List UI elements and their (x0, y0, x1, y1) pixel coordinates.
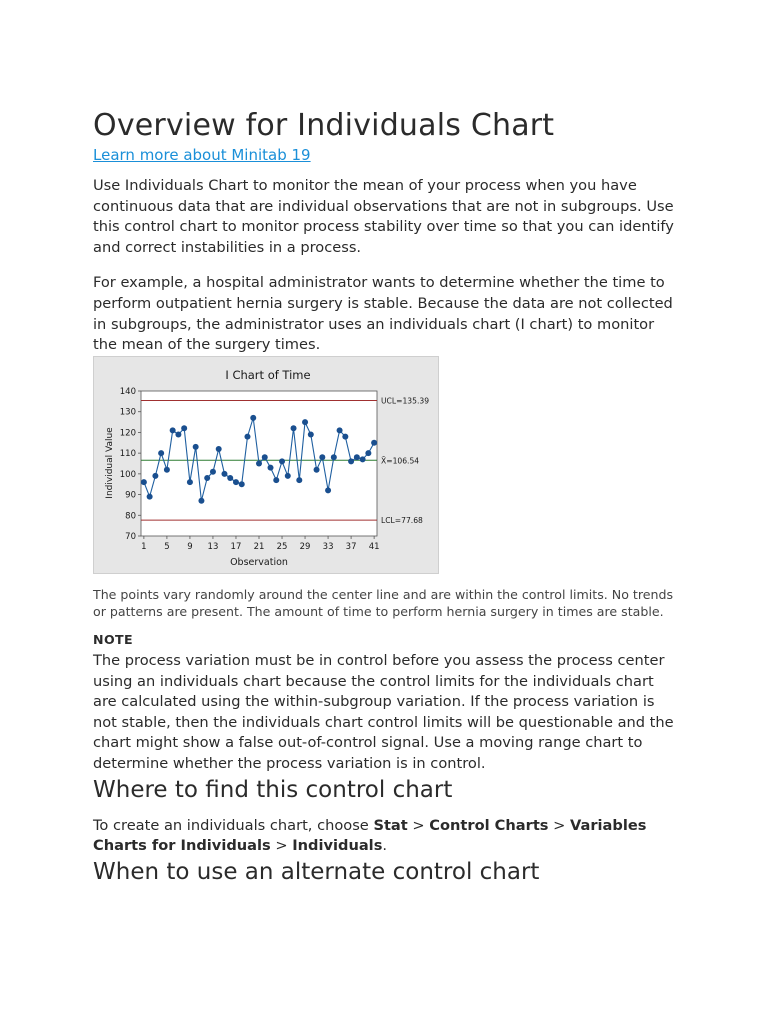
data-point (204, 475, 210, 481)
x-tick-label: 37 (345, 541, 357, 552)
i-chart (94, 357, 438, 573)
note-paragraph: The process variation must be in control before you assess the process center using an individuals chart because the control limits for the individuals chart are calculated using the within-subgroup variation. If the process variation is not stable, then the individuals chart control limits will be questionable and the chart might show a false out-of-control signal. Use a moving range chart to determine whether the process variation is in control. (93, 651, 674, 772)
data-point (314, 466, 320, 472)
y-tick-label: 130 (119, 407, 136, 418)
data-point (193, 444, 199, 450)
data-point (342, 433, 348, 439)
y-tick-label: 100 (119, 469, 136, 480)
y-tick-label: 70 (125, 531, 136, 542)
data-point (187, 479, 193, 485)
data-point (210, 469, 216, 475)
y-tick-label: 90 (125, 490, 136, 501)
data-point (268, 464, 274, 470)
example-paragraph: For example, a hospital administrator wants to determine whether the time to perform outpatient hernia surgery is stable. Because the data are not collected in subgroups, the administrator uses an individuals chart (I chart) to monitor the mean of the surgery times. (93, 274, 673, 354)
chart-title: I Chart of Time (225, 367, 311, 382)
menu-separator: > (270, 837, 293, 855)
y-tick-label: 140 (119, 386, 136, 397)
x-tick-label: 1 (141, 541, 147, 552)
i-chart-figure (93, 356, 439, 574)
data-point (221, 471, 227, 477)
menu-individuals: Individuals (292, 837, 383, 855)
data-point (319, 454, 325, 460)
x-axis-label: Observation (230, 556, 288, 568)
data-point (152, 473, 158, 479)
data-point (302, 419, 308, 425)
alternate-chart-heading: When to use an alternate control chart (93, 858, 540, 885)
y-tick-label: 120 (119, 428, 136, 439)
menu-stat: Stat (373, 816, 408, 834)
data-point (244, 433, 250, 439)
x-tick-label: 17 (230, 541, 242, 552)
data-point (250, 415, 256, 421)
figure-caption: The points vary randomly around the center line and are within the control limits. No trends or patterns are present. The amount of time to perform hernia surgery in times are stable. (93, 586, 674, 620)
data-point (325, 487, 331, 493)
data-point (337, 427, 343, 433)
y-tick-label: 80 (125, 511, 136, 522)
data-point (147, 493, 153, 499)
data-point (371, 440, 377, 446)
x-tick-label: 9 (187, 541, 193, 552)
learn-more-link[interactable]: Learn more about Minitab 19 (93, 146, 311, 164)
data-point (365, 450, 371, 456)
y-axis-label: Individual Value (105, 427, 115, 499)
data-point (296, 477, 302, 483)
menu-separator: > (407, 816, 430, 834)
x-tick-label: 33 (322, 541, 334, 552)
data-point (164, 466, 170, 472)
page-title: Overview for Individuals Chart (93, 108, 555, 143)
x-tick-label: 25 (276, 541, 288, 552)
data-point (227, 475, 233, 481)
data-point (233, 479, 239, 485)
data-point (360, 456, 366, 462)
menu-variables-charts: Variables Charts for Individuals (93, 816, 647, 855)
data-point (170, 427, 176, 433)
article-content (93, 108, 675, 887)
reference-line-label: LCL=77.68 (381, 515, 423, 525)
x-tick-label: 41 (368, 541, 380, 552)
data-point (239, 481, 245, 487)
y-tick-label: 110 (119, 448, 136, 459)
x-tick-label: 21 (253, 541, 265, 552)
reference-line-label: UCL=135.39 (381, 396, 430, 406)
where-to-find-heading: Where to find this control chart (93, 776, 453, 803)
data-point (216, 446, 222, 452)
data-point (348, 458, 354, 464)
note-heading: NOTE (93, 631, 134, 647)
x-tick-label: 29 (299, 541, 311, 552)
find-text-prefix: To create an individuals chart, choose (93, 816, 374, 834)
data-point (273, 477, 279, 483)
intro-paragraph: Use Individuals Chart to monitor the mean of your process when you have continuous data that are individual observations that are not in subgroups. Use this control chart to monitor process stability over time so that you can identify and correct instabilities in a process. (93, 177, 674, 256)
where-to-find-paragraph (93, 816, 675, 857)
data-point (331, 454, 337, 460)
data-point (181, 425, 187, 431)
data-point (256, 460, 262, 466)
data-point (308, 431, 314, 437)
data-point (354, 454, 360, 460)
data-point (158, 450, 164, 456)
data-point (262, 454, 268, 460)
data-point (198, 498, 204, 504)
data-point (279, 458, 285, 464)
menu-separator: > (548, 816, 570, 834)
x-tick-label: 13 (207, 541, 219, 552)
find-text-suffix: . (382, 837, 388, 855)
menu-control-charts: Control Charts (429, 816, 549, 834)
data-point (285, 473, 291, 479)
data-point (141, 479, 147, 485)
data-point (291, 425, 297, 431)
data-point (175, 431, 181, 437)
x-tick-label: 5 (164, 541, 170, 552)
reference-line-label: X̄=106.54 (381, 456, 420, 466)
